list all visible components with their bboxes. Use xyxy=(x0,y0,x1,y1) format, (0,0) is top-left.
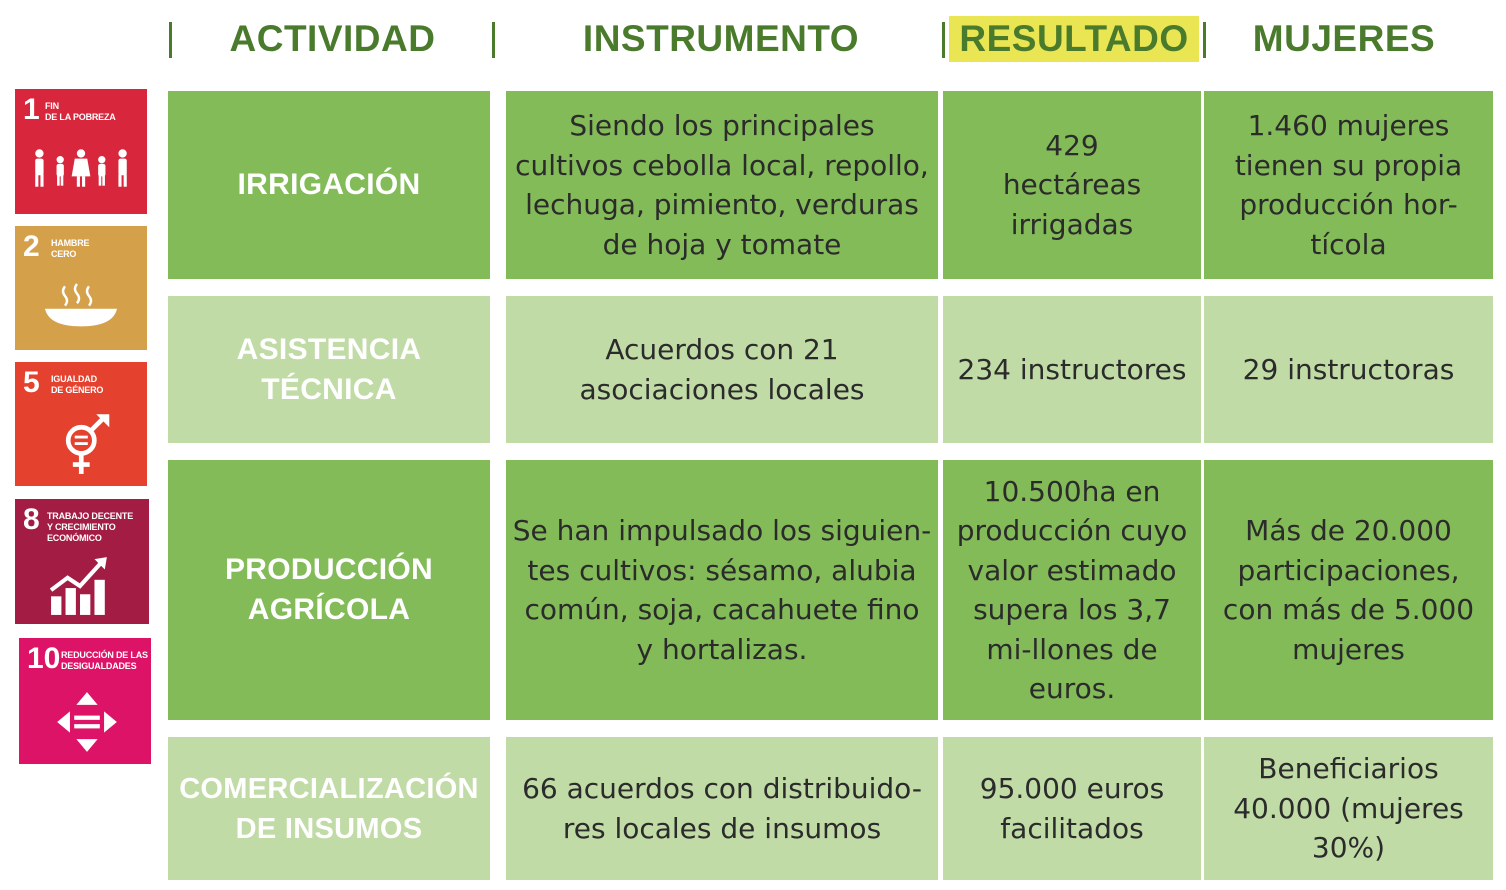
header-divider xyxy=(1203,22,1206,58)
header-divider xyxy=(169,22,172,58)
row-4-women: Beneficiarios 40.000 (mujeres 30%) xyxy=(1204,737,1493,880)
food-bowl-icon xyxy=(41,278,121,330)
header-divider xyxy=(942,22,945,58)
header-activity: ACTIVIDAD xyxy=(229,18,436,59)
header-result xyxy=(948,14,1200,64)
row-4-instrument: 66 acuerdos con distribuido-res locales de insumos xyxy=(506,737,938,880)
growth-chart-icon xyxy=(49,555,111,617)
row-2-instrument: Acuerdos con 21 asociaciones locales xyxy=(506,296,938,443)
row-3-instrument: Se han impulsado los siguien-tes cultivos: sésamo, alubia común, soja, cacahuete fino y hortalizas. xyxy=(506,460,938,720)
header-divider xyxy=(492,22,495,58)
sdg-1-tile: 1 FIN DE LA POBREZA xyxy=(15,89,147,214)
result-highlight: RESULTADO xyxy=(949,16,1198,62)
header-instrument: INSTRUMENTO xyxy=(582,18,860,59)
row-3-result: 10.500ha en producción cuyo valor estimado supera los 3,7 mi-llones de euros. xyxy=(943,460,1201,720)
equality-arrows-icon xyxy=(55,690,119,754)
row-4-result: 95.000 euros facilitados xyxy=(943,737,1201,880)
sdg-5-tile: 5 IGUALDAD DE GÉNERO xyxy=(15,362,147,486)
row-4-activity: COMERCIALIZACIÓN DE INSUMOS xyxy=(168,737,490,880)
header-women: MUJERES xyxy=(1252,18,1436,59)
row-1-women: 1.460 mujeres tienen su propia producción hor-tícola xyxy=(1204,91,1493,279)
row-2-result: 234 instructores xyxy=(943,296,1201,443)
row-2-activity: ASISTENCIA TÉCNICA xyxy=(168,296,490,443)
row-3-women: Más de 20.000 participaciones, con más de 5.000 mujeres xyxy=(1204,460,1493,720)
row-1-result: 429 hectáreas irrigadas xyxy=(943,91,1201,279)
sdg-10-tile: 10 REDUCCIÓN DE LAS DESIGUALDADES xyxy=(19,638,151,764)
row-2-women: 29 instructoras xyxy=(1204,296,1493,443)
row-1-activity: IRRIGACIÓN xyxy=(168,91,490,279)
gender-equality-icon xyxy=(57,412,113,478)
sdg-2-tile: 2 HAMBRE CERO xyxy=(15,226,147,350)
family-icon xyxy=(29,147,133,189)
sdg-8-tile: 8 TRABAJO DECENTE Y CRECIMIENTO ECONÓMICO xyxy=(15,499,149,624)
row-1-instrument: Siendo los principales cultivos cebolla local, repollo, lechuga, pimiento, verduras de hoja y tomate xyxy=(506,91,938,279)
row-3-activity: PRODUCCIÓN AGRÍCOLA xyxy=(168,460,490,720)
